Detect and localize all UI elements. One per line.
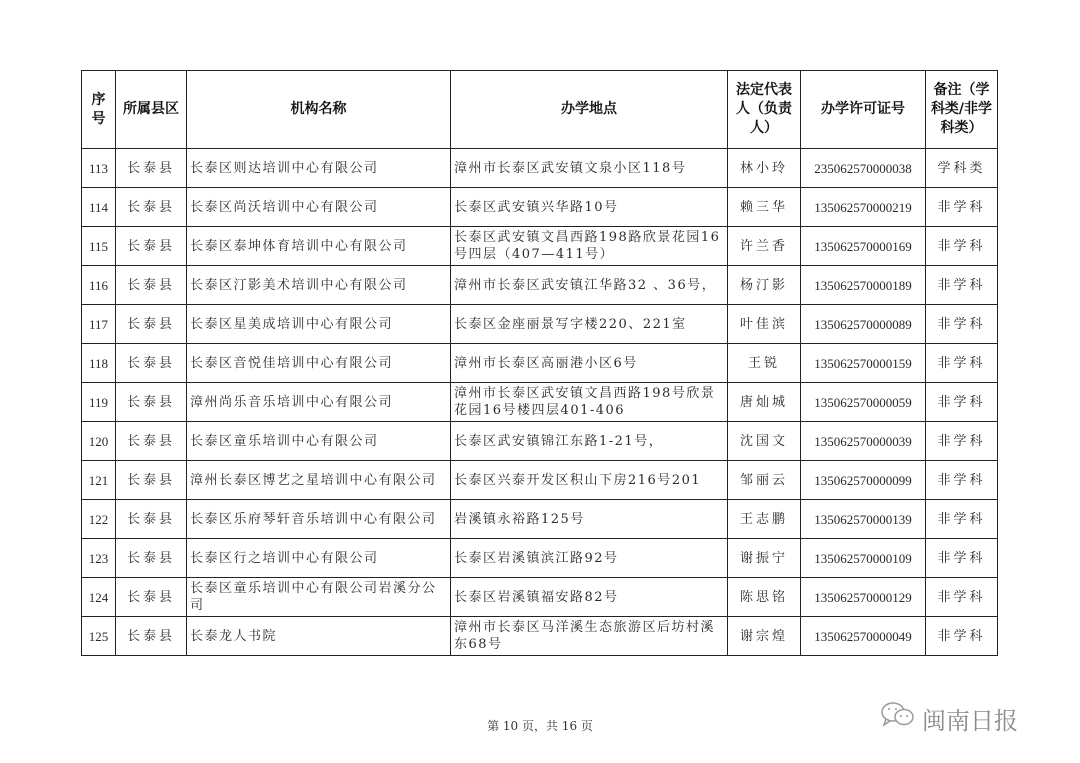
header-license: 办学许可证号	[801, 71, 926, 149]
cell-county: 长泰县	[116, 383, 187, 422]
cell-legal-rep: 唐灿城	[728, 383, 801, 422]
watermark-text: 闽南日报	[922, 706, 1018, 735]
cell-address: 长泰区金座丽景写字楼220、221室	[451, 305, 728, 344]
cell-name: 长泰龙人书院	[187, 617, 451, 656]
cell-index: 122	[82, 500, 116, 539]
cell-legal-rep: 谢宗煌	[728, 617, 801, 656]
cell-remark: 非学科	[926, 344, 998, 383]
cell-address: 漳州市长泰区马洋溪生态旅游区后坊村溪东68号	[451, 617, 728, 656]
cell-county: 长泰县	[116, 227, 187, 266]
cell-name: 长泰区童乐培训中心有限公司	[187, 422, 451, 461]
cell-name: 长泰区泰坤体育培训中心有限公司	[187, 227, 451, 266]
cell-remark: 非学科	[926, 227, 998, 266]
cell-legal-rep: 谢振宁	[728, 539, 801, 578]
cell-legal-rep: 许兰香	[728, 227, 801, 266]
cell-legal-rep: 王锐	[728, 344, 801, 383]
cell-index: 124	[82, 578, 116, 617]
cell-county: 长泰县	[116, 266, 187, 305]
cell-license: 135062570000039	[801, 422, 926, 461]
cell-license: 135062570000189	[801, 266, 926, 305]
cell-legal-rep: 沈国文	[728, 422, 801, 461]
cell-county: 长泰县	[116, 539, 187, 578]
table-row	[82, 617, 998, 656]
table-row	[82, 422, 998, 461]
cell-remark: 非学科	[926, 461, 998, 500]
cell-index: 115	[82, 227, 116, 266]
cell-county: 长泰县	[116, 461, 187, 500]
cell-address: 漳州市长泰区武安镇江华路32 、36号，	[451, 266, 728, 305]
cell-license: 135062570000219	[801, 188, 926, 227]
cell-county: 长泰县	[116, 617, 187, 656]
header-legal-rep: 法定代表人（负责人）	[728, 71, 801, 149]
cell-license: 135062570000159	[801, 344, 926, 383]
cell-name: 漳州长泰区博艺之星培训中心有限公司	[187, 461, 451, 500]
cell-remark: 非学科	[926, 266, 998, 305]
cell-index: 118	[82, 344, 116, 383]
cell-legal-rep: 叶佳滨	[728, 305, 801, 344]
cell-index: 119	[82, 383, 116, 422]
cell-license: 135062570000109	[801, 539, 926, 578]
page-number: 第 10 页，共 16 页	[487, 719, 593, 733]
cell-license: 135062570000099	[801, 461, 926, 500]
cell-county: 长泰县	[116, 578, 187, 617]
cell-remark: 非学科	[926, 578, 998, 617]
table-row	[82, 266, 998, 305]
table-row	[82, 500, 998, 539]
cell-address: 长泰区武安镇兴华路10号	[451, 188, 728, 227]
cell-remark: 非学科	[926, 305, 998, 344]
table-row	[82, 188, 998, 227]
cell-county: 长泰县	[116, 149, 187, 188]
header-county: 所属县区	[116, 71, 187, 149]
cell-address: 漳州市长泰区高丽港小区6号	[451, 344, 728, 383]
cell-remark: 非学科	[926, 539, 998, 578]
cell-index: 114	[82, 188, 116, 227]
cell-index: 116	[82, 266, 116, 305]
table-row	[82, 149, 998, 188]
header-address: 办学地点	[451, 71, 728, 149]
header-remark: 备注（学科类/非学科类）	[926, 71, 998, 149]
table-row	[82, 539, 998, 578]
cell-name: 长泰区则达培训中心有限公司	[187, 149, 451, 188]
cell-address: 长泰区岩溪镇福安路82号	[451, 578, 728, 617]
cell-index: 120	[82, 422, 116, 461]
cell-index: 113	[82, 149, 116, 188]
cell-index: 123	[82, 539, 116, 578]
cell-county: 长泰县	[116, 305, 187, 344]
cell-address: 岩溪镇永裕路125号	[451, 500, 728, 539]
cell-index: 121	[82, 461, 116, 500]
cell-address: 长泰区兴泰开发区积山下房216号201	[451, 461, 728, 500]
cell-legal-rep: 杨汀影	[728, 266, 801, 305]
cell-name: 漳州尚乐音乐培训中心有限公司	[187, 383, 451, 422]
cell-county: 长泰县	[116, 422, 187, 461]
cell-license: 135062570000059	[801, 383, 926, 422]
cell-remark: 非学科	[926, 617, 998, 656]
cell-remark: 非学科	[926, 500, 998, 539]
cell-name: 长泰区星美成培训中心有限公司	[187, 305, 451, 344]
header-index: 序号	[82, 71, 116, 149]
cell-county: 长泰县	[116, 344, 187, 383]
cell-legal-rep: 王志鹏	[728, 500, 801, 539]
cell-remark: 非学科	[926, 422, 998, 461]
cell-name: 长泰区尚沃培训中心有限公司	[187, 188, 451, 227]
cell-license: 135062570000089	[801, 305, 926, 344]
cell-index: 117	[82, 305, 116, 344]
cell-license: 135062570000049	[801, 617, 926, 656]
cell-remark: 学科类	[926, 149, 998, 188]
cell-county: 长泰县	[116, 188, 187, 227]
cell-name: 长泰区汀影美术培训中心有限公司	[187, 266, 451, 305]
table-row	[82, 578, 998, 617]
cell-legal-rep: 赖三华	[728, 188, 801, 227]
cell-remark: 非学科	[926, 188, 998, 227]
header-name: 机构名称	[187, 71, 451, 149]
institution-table	[81, 70, 998, 656]
cell-license: 135062570000139	[801, 500, 926, 539]
table-row	[82, 344, 998, 383]
cell-name: 长泰区乐府琴轩音乐培训中心有限公司	[187, 500, 451, 539]
table-row	[82, 305, 998, 344]
table-row	[82, 461, 998, 500]
cell-license: 135062570000169	[801, 227, 926, 266]
cell-name: 长泰区音悦佳培训中心有限公司	[187, 344, 451, 383]
cell-license: 135062570000129	[801, 578, 926, 617]
cell-legal-rep: 邹丽云	[728, 461, 801, 500]
cell-address: 漳州市长泰区武安镇文昌西路198号欣景花园16号楼四层401-406	[451, 383, 728, 422]
cell-remark: 非学科	[926, 383, 998, 422]
table-header-row	[82, 71, 998, 149]
cell-address: 长泰区岩溪镇滨江路92号	[451, 539, 728, 578]
cell-index: 125	[82, 617, 116, 656]
cell-address: 长泰区武安镇锦江东路1-21号，	[451, 422, 728, 461]
cell-name: 长泰区行之培训中心有限公司	[187, 539, 451, 578]
wechat-icon	[880, 700, 916, 736]
cell-address: 长泰区武安镇文昌西路198路欣景花园16号四层（407—411号）	[451, 227, 728, 266]
cell-legal-rep: 林小玲	[728, 149, 801, 188]
cell-address: 漳州市长泰区武安镇文泉小区118号	[451, 149, 728, 188]
cell-name: 长泰区童乐培训中心有限公司岩溪分公司	[187, 578, 451, 617]
cell-county: 长泰县	[116, 500, 187, 539]
cell-license: 235062570000038	[801, 149, 926, 188]
cell-legal-rep: 陈思铭	[728, 578, 801, 617]
publisher-watermark	[880, 700, 1018, 736]
table-row	[82, 227, 998, 266]
table-row	[82, 383, 998, 422]
